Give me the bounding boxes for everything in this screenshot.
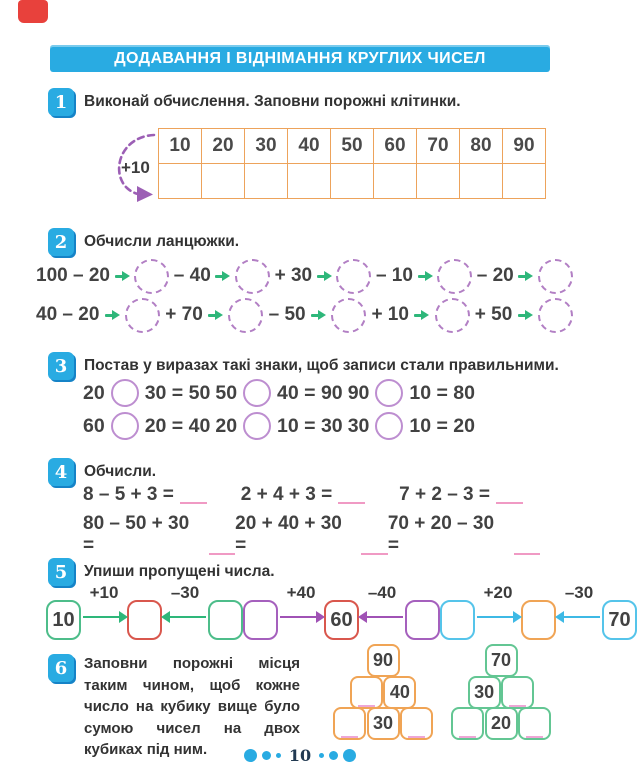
arrow-right-icon [115, 271, 130, 282]
answer-circle[interactable] [228, 298, 263, 333]
arrow-right-icon [105, 310, 120, 321]
arrow-right-icon [418, 271, 433, 282]
answer-circle[interactable] [336, 259, 371, 294]
chain-op: – 40 [173, 265, 211, 286]
sign-circle[interactable] [375, 379, 403, 407]
arrow-label: +10 [89, 583, 119, 602]
table-cell: 60 [374, 129, 417, 164]
answer-circle[interactable] [134, 259, 169, 294]
sign-circle[interactable] [243, 412, 271, 440]
number-box: 60 [324, 600, 359, 640]
answer-box[interactable] [440, 600, 475, 640]
arrow-unit [556, 584, 602, 640]
table-cell: 20 [202, 129, 245, 164]
equation [348, 379, 475, 407]
sign-circle[interactable] [111, 412, 139, 440]
answer-circle[interactable] [437, 259, 472, 294]
arrow-label: –40 [367, 583, 397, 602]
answer-blank[interactable] [209, 549, 235, 555]
expression: 8 – 5 + 3 = [83, 484, 207, 506]
answer-cell[interactable] [288, 164, 331, 199]
answer-circle[interactable] [538, 259, 573, 294]
table-cell: 50 [331, 129, 374, 164]
sign-circle[interactable] [111, 379, 139, 407]
cube: 40 [383, 676, 416, 709]
arrow-label: –30 [170, 583, 200, 602]
arrow-right-icon [475, 611, 521, 623]
answer-box[interactable] [127, 600, 162, 640]
write-line [526, 729, 543, 738]
equation [83, 412, 210, 440]
arrow-label: +10 [121, 158, 150, 177]
table-cell: 40 [288, 129, 331, 164]
answer-circle[interactable] [235, 259, 270, 294]
write-line [408, 729, 425, 738]
arrow-unit [475, 584, 521, 640]
chain-op: – 20 [476, 265, 514, 286]
exercise-5-instruction: Упиши пропущені числа. [84, 563, 275, 580]
equation-right: 30 = 50 [144, 381, 211, 404]
answer-cube[interactable] [400, 707, 433, 740]
equation-right: 10 = 30 [277, 414, 343, 437]
exercise-4-badge: 4 [48, 458, 74, 486]
equation-right: 10 = 20 [409, 414, 475, 437]
dot-icon [329, 751, 338, 760]
write-line [341, 729, 358, 738]
table-cell: 80 [460, 129, 503, 164]
answer-cube[interactable] [451, 707, 484, 740]
number-box: 70 [602, 600, 637, 640]
table-cell: 10 [159, 129, 202, 164]
exercise-2-badge: 2 [48, 228, 74, 256]
answer-cube[interactable] [518, 707, 551, 740]
answer-cell[interactable] [374, 164, 417, 199]
dot-icon [343, 749, 356, 762]
table-cell: 90 [503, 129, 546, 164]
cube: 30 [468, 676, 501, 709]
arrow-label: +20 [483, 583, 513, 602]
expression: 20 + 40 + 30 = [235, 513, 388, 557]
exercise-1-badge: 1 [48, 88, 74, 116]
write-line [459, 729, 476, 738]
chain-op: + 50 [474, 304, 513, 325]
cube-pyramid-left [330, 644, 436, 739]
exercise-1-instruction: Виконай обчислення. Заповни порожні клітинки. [84, 93, 461, 110]
chain-start: 40 – 20 [36, 304, 100, 325]
write-line [509, 698, 526, 707]
answer-cell[interactable] [417, 164, 460, 199]
number-box: 10 [46, 600, 81, 640]
equation-left: 20 [83, 381, 105, 404]
sign-circle[interactable] [243, 379, 271, 407]
cube-pyramid-right [448, 644, 554, 739]
chain-op: – 50 [268, 304, 306, 325]
exercise-2-instruction: Обчисли ланцюжки. [84, 233, 240, 250]
exercise-5-badge: 5 [48, 558, 74, 586]
expression: 2 + 4 + 3 = [241, 484, 365, 506]
answer-cell[interactable] [331, 164, 374, 199]
answer-box[interactable] [208, 600, 243, 640]
equation-row [83, 412, 475, 440]
answer-cube[interactable] [501, 676, 534, 709]
answer-cell[interactable] [202, 164, 245, 199]
answer-cube[interactable] [333, 707, 366, 740]
arrow-right-icon [215, 271, 230, 282]
sign-circle[interactable] [375, 412, 403, 440]
corner-tab [18, 0, 48, 23]
exercise-3-instruction: Постав у виразах такі знаки, щоб записи стали правильними. [84, 357, 559, 374]
arrow-right-icon [81, 611, 127, 623]
answer-cube[interactable] [350, 676, 383, 709]
arrow-label: –30 [564, 583, 594, 602]
dot-icon [276, 753, 281, 758]
answer-box[interactable] [521, 600, 556, 640]
expression: 7 + 2 – 3 = [399, 484, 523, 506]
page-footer [0, 746, 600, 765]
table-cell: 70 [417, 129, 460, 164]
equation-left: 30 [347, 414, 370, 437]
answer-cell[interactable] [503, 164, 546, 199]
exercise-4-instruction: Обчисли. [84, 463, 157, 480]
arrow-left-icon [359, 611, 405, 623]
answer-box[interactable] [405, 600, 440, 640]
arrow-right-icon [208, 310, 223, 321]
exercise-3-badge: 3 [48, 352, 74, 380]
exercise-6-instruction: Заповни порожні місця таким чином, щоб кожне число на кубику вище було сумою чисел на двох кубиках під ним. [84, 655, 300, 758]
answer-blank[interactable] [180, 498, 207, 504]
dot-icon [319, 753, 324, 758]
equation-right: 10 = 80 [409, 381, 475, 404]
cube: 90 [367, 644, 400, 677]
equation-left: 90 [347, 381, 370, 404]
equation [348, 412, 475, 440]
equation-row [83, 379, 475, 407]
chain-op: – 10 [375, 265, 413, 286]
answer-blank[interactable] [514, 549, 540, 555]
answer-cell[interactable] [460, 164, 503, 199]
equation [215, 379, 342, 407]
cube: 70 [485, 644, 518, 677]
equation-left: 60 [83, 414, 105, 437]
page-number: 10 [288, 746, 312, 765]
arrow-right-icon [278, 611, 324, 623]
answer-blank[interactable] [338, 498, 365, 504]
answer-circle[interactable] [435, 298, 470, 333]
expression: 80 – 50 + 30 = [83, 513, 235, 557]
chain-row [36, 258, 573, 294]
dot-icon [244, 749, 257, 762]
expression-row [83, 513, 540, 557]
number-chain-row [46, 581, 631, 640]
arrow-right-icon [317, 271, 332, 282]
chain-row [36, 297, 573, 333]
arrow-unit [162, 584, 208, 640]
chain-op: + 30 [274, 265, 313, 286]
arrow-unit [278, 584, 324, 640]
answer-circle[interactable] [538, 298, 573, 333]
equation-right: 20 = 40 [144, 414, 211, 437]
chain-start: 100 – 20 [36, 265, 110, 286]
arrow-unit [359, 584, 405, 640]
arrow-left-icon [162, 611, 208, 623]
arrow-right-icon [518, 310, 533, 321]
write-line [358, 698, 375, 707]
arrow-unit [81, 584, 127, 640]
equation [83, 379, 210, 407]
chain-op: + 70 [165, 304, 203, 325]
answer-cell[interactable] [245, 164, 288, 199]
equation [215, 412, 342, 440]
answer-blank[interactable] [361, 549, 387, 555]
answer-cell[interactable] [159, 164, 202, 199]
exercise-6-badge: 6 [48, 654, 74, 682]
arrow-right-icon [311, 310, 326, 321]
equation-right: 40 = 90 [277, 381, 343, 404]
arrow-right-icon [518, 271, 533, 282]
chain-op: + 10 [371, 304, 409, 325]
page-title: ДОДАВАННЯ І ВІДНІМАННЯ КРУГЛИХ ЧИСЕЛ [50, 45, 550, 72]
arrow-left-icon [556, 611, 602, 623]
answer-box[interactable] [243, 600, 278, 640]
cube: 20 [485, 707, 518, 740]
table-row [159, 129, 546, 164]
answer-blank[interactable] [496, 498, 523, 504]
table-row [159, 164, 546, 199]
arrow-right-icon [414, 310, 429, 321]
number-table [158, 128, 546, 199]
arrow-label: +40 [286, 583, 316, 602]
expression-row [83, 484, 523, 506]
table-cell: 30 [245, 129, 288, 164]
answer-circle[interactable] [125, 298, 160, 333]
equation-left: 20 [215, 414, 238, 437]
dot-icon [262, 751, 271, 760]
answer-circle[interactable] [331, 298, 366, 333]
expression: 70 + 20 – 30 = [388, 513, 540, 557]
equation-left: 50 [215, 381, 238, 404]
cube: 30 [367, 707, 400, 740]
